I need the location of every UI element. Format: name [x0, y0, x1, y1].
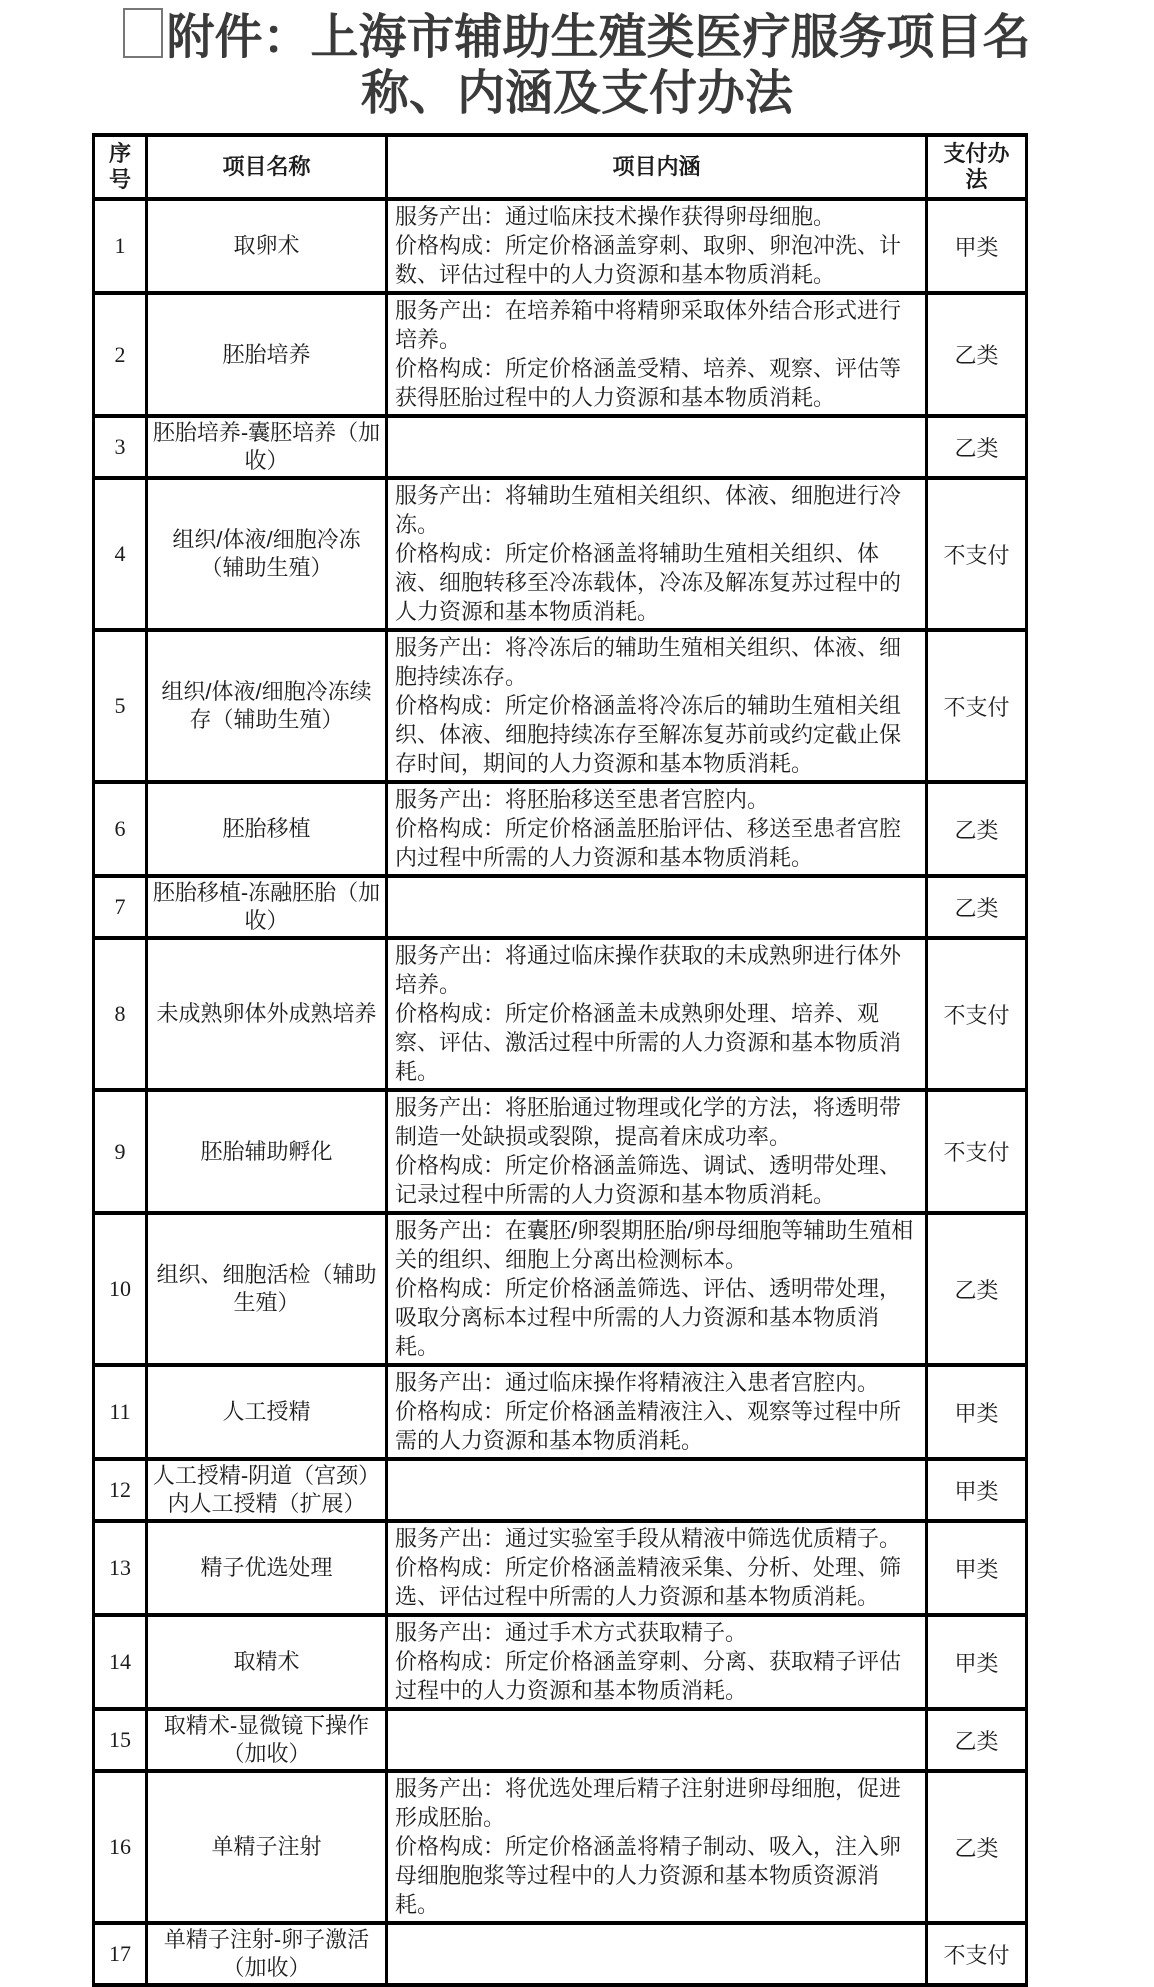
seq-no-cell: 4	[94, 478, 147, 630]
payment-cell: 乙类	[927, 293, 1027, 416]
table-row	[94, 478, 1027, 630]
service-output-line: 服务产出：在培养箱中将精卵采取体外结合形式进行培养。	[395, 298, 902, 353]
service-output-line: 服务产出：将冷冻后的辅助生殖相关组织、体液、细胞持续冻存。	[395, 635, 902, 690]
seq-no-cell: 10	[94, 1213, 147, 1365]
seq-no-cell: 6	[94, 782, 147, 876]
table-row	[94, 1521, 1027, 1615]
service-items-table	[92, 133, 1028, 1987]
price-composition-line: 价格构成：所定价格涵盖精液采集、分析、处理、筛选、评估过程中所需的人力资源和基本物质消耗。	[395, 1555, 902, 1610]
service-output-line: 服务产出：将胚胎移送至患者宫腔内。	[395, 787, 770, 813]
payment-cell: 不支付	[927, 478, 1027, 630]
item-name-cell: 组织/体液/细胞冷冻（辅助生殖）	[147, 478, 387, 630]
payment-cell: 甲类	[927, 1521, 1027, 1615]
seq-no-cell: 17	[94, 1923, 147, 1985]
service-output-line: 服务产出：通过手术方式获取精子。	[395, 1620, 748, 1646]
missing-glyph-box-icon	[123, 8, 163, 58]
item-content-cell	[387, 782, 927, 876]
table-row	[94, 782, 1027, 876]
item-name-cell: 人工授精	[147, 1365, 387, 1459]
payment-cell: 乙类	[927, 876, 1027, 938]
item-content-cell	[387, 1709, 927, 1771]
payment-cell: 不支付	[927, 1090, 1027, 1213]
price-composition-line: 价格构成：所定价格涵盖筛选、调试、透明带处理、记录过程中所需的人力资源和基本物质消耗。	[395, 1153, 902, 1208]
table-body	[94, 199, 1027, 1985]
seq-no-cell: 1	[94, 199, 147, 293]
table-row	[94, 416, 1027, 478]
seq-no-cell: 12	[94, 1459, 147, 1521]
table-row	[94, 1771, 1027, 1923]
price-composition-line: 价格构成：所定价格涵盖筛选、评估、透明带处理，吸取分离标本过程中所需的人力资源和基本物质消耗。	[395, 1276, 902, 1360]
seq-no-cell: 9	[94, 1090, 147, 1213]
price-composition-line: 价格构成：所定价格涵盖将精子制动、吸入，注入卵母细胞胞浆等过程中的人力资源和基本物质资源消耗。	[395, 1834, 902, 1918]
price-composition-line: 价格构成：所定价格涵盖受精、培养、观察、评估等获得胚胎过程中的人力资源和基本物质消耗。	[395, 356, 902, 411]
item-name-cell: 人工授精-阴道（宫颈）内人工授精（扩展）	[147, 1459, 387, 1521]
seq-no-cell: 14	[94, 1615, 147, 1709]
payment-cell: 乙类	[927, 1709, 1027, 1771]
seq-no-cell: 3	[94, 416, 147, 478]
table-row	[94, 938, 1027, 1090]
header-item-name: 项目名称	[147, 135, 387, 199]
item-name-cell: 未成熟卵体外成熟培养	[147, 938, 387, 1090]
payment-cell: 甲类	[927, 1459, 1027, 1521]
item-content-cell	[387, 199, 927, 293]
item-content-cell	[387, 1213, 927, 1365]
price-composition-line: 价格构成：所定价格涵盖将冷冻后的辅助生殖相关组织、体液、细胞持续冻存至解冻复苏前或约定截止保存时间，期间的人力资源和基本物质消耗。	[395, 693, 902, 777]
item-name-cell: 组织/体液/细胞冷冻续存（辅助生殖）	[147, 630, 387, 782]
item-name-cell: 取精术-显微镜下操作（加收）	[147, 1709, 387, 1771]
service-output-line: 服务产出：将辅助生殖相关组织、体液、细胞进行冷冻。	[395, 483, 902, 538]
service-output-line: 服务产出：通过实验室手段从精液中筛选优质精子。	[395, 1526, 902, 1552]
price-composition-line: 价格构成：所定价格涵盖未成熟卵处理、培养、观察、评估、激活过程中所需的人力资源和基本物质消耗。	[395, 1001, 902, 1085]
item-name-cell: 胚胎辅助孵化	[147, 1090, 387, 1213]
page-title-text: 附件：上海市辅助生殖类医疗服务项目名称、内涵及支付办法	[166, 11, 1031, 120]
table-row	[94, 293, 1027, 416]
service-output-line: 服务产出：将胚胎通过物理或化学的方法，将透明带制造一处缺损或裂隙，提高着床成功率。	[395, 1095, 902, 1150]
header-payment-method: 支付办法	[927, 135, 1027, 199]
price-composition-line: 价格构成：所定价格涵盖胚胎评估、移送至患者宫腔内过程中所需的人力资源和基本物质消耗。	[395, 816, 902, 871]
service-output-line: 服务产出：将通过临床操作获取的未成熟卵进行体外培养。	[395, 943, 902, 998]
payment-cell: 甲类	[927, 199, 1027, 293]
item-content-cell	[387, 1771, 927, 1923]
price-composition-line: 价格构成：所定价格涵盖穿刺、分离、获取精子评估过程中的人力资源和基本物质消耗。	[395, 1649, 902, 1704]
item-content-cell	[387, 876, 927, 938]
page-title	[107, 8, 1047, 121]
item-content-cell	[387, 1615, 927, 1709]
item-name-cell: 组织、细胞活检（辅助生殖）	[147, 1213, 387, 1365]
payment-cell: 乙类	[927, 416, 1027, 478]
table-row	[94, 1709, 1027, 1771]
payment-cell: 甲类	[927, 1365, 1027, 1459]
seq-no-cell: 11	[94, 1365, 147, 1459]
item-name-cell: 取卵术	[147, 199, 387, 293]
item-name-cell: 胚胎移植	[147, 782, 387, 876]
header-item-content: 项目内涵	[387, 135, 927, 199]
table-row	[94, 1213, 1027, 1365]
service-output-line: 服务产出：通过临床技术操作获得卵母细胞。	[395, 204, 836, 230]
seq-no-cell: 7	[94, 876, 147, 938]
item-content-cell	[387, 293, 927, 416]
item-content-cell	[387, 1521, 927, 1615]
item-content-cell	[387, 1090, 927, 1213]
document-page	[0, 8, 1154, 1987]
price-composition-line: 价格构成：所定价格涵盖穿刺、取卵、卵泡冲洗、计数、评估过程中的人力资源和基本物质消耗。	[395, 233, 902, 288]
item-name-cell: 单精子注射-卵子激活（加收）	[147, 1923, 387, 1985]
seq-no-cell: 13	[94, 1521, 147, 1615]
table-row	[94, 1459, 1027, 1521]
table-header-row	[94, 135, 1027, 199]
item-name-cell: 胚胎培养	[147, 293, 387, 416]
payment-cell: 乙类	[927, 782, 1027, 876]
price-composition-line: 价格构成：所定价格涵盖将辅助生殖相关组织、体液、细胞转移至冷冻载体，冷冻及解冻复苏过程中的人力资源和基本物质消耗。	[395, 541, 902, 625]
item-content-cell	[387, 478, 927, 630]
item-name-cell: 胚胎培养-囊胚培养（加收）	[147, 416, 387, 478]
seq-no-cell: 8	[94, 938, 147, 1090]
item-content-cell	[387, 630, 927, 782]
payment-cell: 不支付	[927, 1923, 1027, 1985]
table-row	[94, 876, 1027, 938]
table-row	[94, 630, 1027, 782]
item-name-cell: 精子优选处理	[147, 1521, 387, 1615]
service-output-line: 服务产出：将优选处理后精子注射进卵母细胞，促进形成胚胎。	[395, 1776, 902, 1831]
service-output-line: 服务产出：在囊胚/卵裂期胚胎/卵母细胞等辅助生殖相关的组织、细胞上分离出检测标本。	[395, 1218, 914, 1273]
service-output-line: 服务产出：通过临床操作将精液注入患者宫腔内。	[395, 1370, 880, 1396]
payment-cell: 不支付	[927, 938, 1027, 1090]
price-composition-line: 价格构成：所定价格涵盖精液注入、观察等过程中所需的人力资源和基本物质消耗。	[395, 1399, 902, 1454]
seq-no-cell: 2	[94, 293, 147, 416]
table-row	[94, 1923, 1027, 1985]
payment-cell: 不支付	[927, 630, 1027, 782]
table-row	[94, 1365, 1027, 1459]
table-row	[94, 1615, 1027, 1709]
seq-no-cell: 16	[94, 1771, 147, 1923]
item-content-cell	[387, 1923, 927, 1985]
item-name-cell: 胚胎移植-冻融胚胎（加收）	[147, 876, 387, 938]
item-content-cell	[387, 938, 927, 1090]
item-content-cell	[387, 1459, 927, 1521]
item-name-cell: 单精子注射	[147, 1771, 387, 1923]
item-content-cell	[387, 1365, 927, 1459]
header-seq-no: 序号	[94, 135, 147, 199]
payment-cell: 乙类	[927, 1771, 1027, 1923]
table-row	[94, 1090, 1027, 1213]
seq-no-cell: 5	[94, 630, 147, 782]
payment-cell: 乙类	[927, 1213, 1027, 1365]
item-content-cell	[387, 416, 927, 478]
seq-no-cell: 15	[94, 1709, 147, 1771]
payment-cell: 甲类	[927, 1615, 1027, 1709]
table-row	[94, 199, 1027, 293]
item-name-cell: 取精术	[147, 1615, 387, 1709]
